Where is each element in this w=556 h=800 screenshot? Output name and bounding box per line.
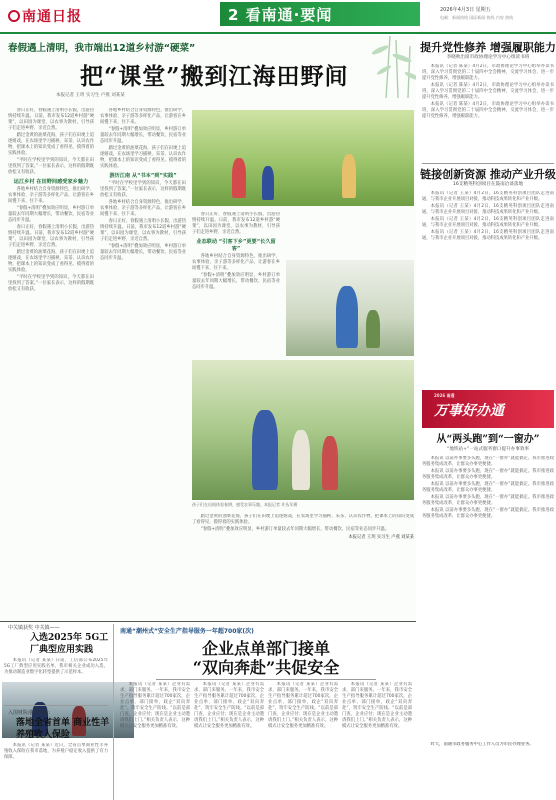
paragraph: 本报讯（记者 某某）企业有需求，部门来服务。一年来，我市安全生产指导服务累计超过700家次，企业点单、部门接单，政企“双向奔赴”，筑牢安全生产防线。“以前是部门查、企业应付；现在是企业主动邀请我们上门。”相关负责人表示，这种模式让安全服务更加精准有效。 bbox=[120, 682, 190, 729]
paragraph: 本报讯（记者 王某）4月2日，16支精英科创项目团队走进南通，与我市企业开展项目对接，推动科技成果转化和产业升级。 bbox=[422, 204, 554, 215]
section-divider bbox=[0, 621, 416, 622]
masthead-rule bbox=[0, 32, 556, 34]
paragraph: 本报讯（记者 王某）4月2日，16支精英科创项目团队走进南通，与我市企业开展项目对接，推动科技成果转化和产业升级。 bbox=[422, 230, 554, 241]
person-figure bbox=[336, 286, 358, 348]
lower-column-3 bbox=[268, 682, 338, 800]
main-headline: 把“课堂”搬到江海田野间 bbox=[80, 63, 349, 90]
logo-text: 南通日报 bbox=[22, 9, 82, 25]
paragraph: “春假+清明”叠加效应明显，乡村游订单量较去年同期大幅增长，带动餐饮、民宿等业态同步升温。 bbox=[100, 127, 186, 144]
paragraph: 本报讯（记者 某某）企业有需求，部门来服务。一年来，我市安全生产指导服务累计超过700家次，企业点单、部门接单，政企“双向奔赴”，筑牢安全生产防线。“以前是部门查、企业应付；现在是企业主动邀请我们上门。”相关负责人表示，这种模式让安全服务更加精准有效。 bbox=[194, 682, 264, 729]
banner-title: 万事好办通 bbox=[434, 403, 504, 419]
main-photo-caption: 孩子们在田间体验春耕，感受农事乐趣。本报记者 许丛军摄 bbox=[192, 502, 298, 507]
paragraph: 踏过金黄的油菜花海，孩子们在田埂上追逐嬉戏，在农场里学习插秧、采茶、认识农作物，把课本上的知识变成了看得见、摸得着的实践体验。 bbox=[100, 146, 186, 169]
right-story-2-headline: 链接创新资源 推动产业升级 bbox=[420, 168, 556, 181]
divider bbox=[4, 705, 108, 706]
paragraph: “春假+清明”叠加效应明显，乡村游订单量较去年同期大幅增长，带动餐饮、民宿等业态同步升温。 bbox=[8, 206, 94, 223]
right-story-1-deck: 李晓秋出席市政协理论学习中心组读书班 bbox=[446, 55, 530, 60]
right-story-2-deck: 16支精英科创项目在鼓南洽谈落地 bbox=[452, 182, 524, 187]
paragraph: 本报讯（记者 某某）企业有需求，部门来服务。一年来，我市安全生产指导服务累计超过700家次，企业点单、部门接单，政企“双向奔赴”，筑牢安全生产防线。“以前是部门查、企业应付；现在是企业主动邀请我们上门。”相关负责人表示，这种模式让安全服务更加精准有效。 bbox=[342, 682, 412, 729]
right-story-2-body bbox=[422, 191, 554, 343]
paragraph: “平时在学校里学到的知识，今天都在田里找到了答案。”一位家长表示，这样的假期既放松又有收获。 bbox=[100, 181, 186, 198]
paragraph: 春日正好，春假遇上清明小长假，出游热情持续升温。日前，我市发布12道乡村游“硬菜”，以田园为课堂、以农事为教材，引导孩子们走进乡野、亲近自然。 bbox=[8, 225, 94, 248]
paragraph: 本报讯 以前办事要多头跑，现在“一窗办”就能搞定。我市推进政务服务集成改革，让群众办事更便捷。 bbox=[422, 482, 554, 493]
paragraph: “平时在学校里学到的知识，今天都在田里找到了答案。”一位家长表示，这样的假期既放松又有收获。 bbox=[8, 158, 94, 175]
section-title: 2 看南通·要闻 bbox=[220, 2, 420, 26]
main-byline-sign: 本报记者 王玥 实习生 卢燕 刘某某 bbox=[348, 535, 414, 540]
paragraph: 本报讯（记者 陈某）4月2日，市政协理论学习中心组举办读书班，深入学习贯彻党的二十届四中全会精神，交流学习体会，进一步提升党性修养，增强履职能力。 bbox=[422, 102, 554, 119]
caption-text: 昨天，南通市政务服务中心工作人员为市民办理业务。 bbox=[430, 742, 534, 747]
right-story-3-body bbox=[422, 456, 554, 678]
right-photo-caption bbox=[422, 742, 554, 798]
brief-2-body bbox=[4, 743, 108, 793]
person-figure bbox=[292, 430, 310, 490]
paragraph: 本报讯（记者 陈某）4月2日，市政协理论学习中心组举办读书班，深入学习贯彻党的二十届四中全会精神，交流学习体会，进一步提升党性修养，增强履职能力。 bbox=[422, 83, 554, 100]
main-column-1 bbox=[8, 108, 94, 618]
paragraph: “春假+清明”叠加效应明显，乡村游订单量较去年同期大幅增长，带动餐饮、民宿等业态同步升温。 bbox=[100, 244, 186, 261]
paragraph: “春假+清明”叠加效应明显，乡村游订单量较去年同期大幅增长，带动餐饮、民宿等业态同步升温。 bbox=[200, 527, 390, 532]
paragraph: 踏过金黄的油菜花海，孩子们在田埂上追逐嬉戏，在农场里学习插秧、采茶、认识农作物，把课本上的知识变成了看得见、摸得着的实践体验。 bbox=[8, 133, 94, 156]
lower-kicker: 南通“潮州式”安全生产指导服务一年超700家(次) bbox=[120, 628, 254, 635]
main-byline: 本报记者 王玥 实习生 卢燕 刘某某 bbox=[56, 93, 125, 98]
subhead: 运江乡村 在田野间感受家乡魅力 bbox=[13, 179, 89, 185]
paragraph: 春日正好，春假遇上清明小长假，出游热情持续升温。日前，我市发布12道乡村游“硬菜”，以田园为课堂、以农事为教材，引导孩子们走进乡野、亲近自然。 bbox=[192, 212, 280, 235]
brief-1-kicker: 中关镇获奖 中关镇—— bbox=[8, 625, 60, 631]
issue-date: 2026年4月3日 星期五 bbox=[440, 7, 491, 13]
main-column-4 bbox=[192, 514, 414, 618]
paragraph: 本报讯 以前办事要多头跑，现在“一窗办”就能搞定。我市推进政务服务集成改革，让群众办事更便捷。 bbox=[422, 495, 554, 506]
person-figure bbox=[252, 410, 278, 490]
paragraph: 本报讯（记者 某某）日前，工信部公布2025年5G工厂典型应用实践名单，我市相关企业成功入选，为推动制造业数字化转型提供了示范样本。 bbox=[4, 658, 108, 675]
divider bbox=[156, 679, 376, 680]
main-column-2 bbox=[100, 108, 186, 618]
paragraph: 各地乡村结合自身资源特色，推出研学、农事体验、亲子游等多样化产品，让游客在乡间慢下来、住下来。 bbox=[192, 254, 280, 271]
brief-column bbox=[0, 624, 112, 800]
right-story-3-headline: 从“两头跑”到“一窗办” bbox=[436, 434, 540, 445]
main-column-3 bbox=[192, 212, 280, 358]
paragraph: 本报讯 以前办事要多头跑，现在“一窗办”就能搞定。我市推进政务服务集成改革，让群众办事更便捷。 bbox=[422, 508, 554, 519]
right-story-3-deck: “地铁站+”一站式服务窗口提升办事效率 bbox=[446, 447, 530, 452]
paragraph: 本报讯（记者 某某）近日，全省首单商业性羊养殖收入保险在我市落地，为养殖户稳定收入提供了有力保障。 bbox=[4, 743, 108, 760]
paragraph: 本报讯（记者 某某）企业有需求，部门来服务。一年来，我市安全生产指导服务累计超过700家次，企业点单、部门接单，政企“双向奔赴”，筑牢安全生产防线。“以前是部门查、企业应付；现在是企业主动邀请我们上门。”相关负责人表示，这种模式让安全服务更加精准有效。 bbox=[268, 682, 338, 729]
lower-column-2 bbox=[194, 682, 264, 800]
brief-2-kicker: 入围财险港口企业： bbox=[8, 710, 54, 716]
paragraph: 各地乡村结合自身资源特色，推出研学、农事体验、亲子游等多样化产品，让游客在乡间慢下来、住下来。 bbox=[8, 187, 94, 204]
photo-tea-picking bbox=[286, 260, 414, 356]
banner-tag: 2026 南通 bbox=[434, 393, 455, 398]
main-kicker: 春假遇上清明，我市端出12道乡村游“硬菜” bbox=[8, 43, 196, 54]
person-figure bbox=[342, 154, 356, 198]
paragraph: “平时在学校里学到的知识，今天都在田里找到了答案。”一位家长表示，这样的假期既放松又有收获。 bbox=[8, 275, 94, 292]
paragraph: 踏过金黄的油菜花海，孩子们在田埂上追逐嬉戏，在农场里学习插秧、采茶、认识农作物，把课本上的知识变成了看得见、摸得着的实践体验。 bbox=[192, 514, 414, 525]
paragraph: 春日正好，春假遇上清明小长假，出游热情持续升温。日前，我市发布12道乡村游“硬菜”，以田园为课堂、以农事为教材，引导孩子们走进乡野、亲近自然。 bbox=[100, 219, 186, 242]
paragraph: 各地乡村结合自身资源特色，推出研学、农事体验、亲子游等多样化产品，让游客在乡间慢下来、住下来。 bbox=[100, 200, 186, 217]
paragraph: 本报讯 以前办事要多头跑，现在“一窗办”就能搞定。我市推进政务服务集成改革，让群众办事更便捷。 bbox=[422, 469, 554, 480]
lower-headline-2: “双向奔赴”共促安全 bbox=[192, 658, 340, 677]
paragraph: 本报讯（记者 王某）4月2日，16支精英科创项目团队走进南通，与我市企业开展项目对接，推动科技成果转化和产业升级。 bbox=[422, 217, 554, 228]
divider bbox=[422, 163, 554, 164]
subhead: 游历江南 从“书本”到“实践” bbox=[109, 173, 177, 179]
paragraph: “春假+清明”叠加效应明显，乡村游订单量较去年同期大幅增长，带动餐饮、民宿等业态同步升温。 bbox=[192, 273, 280, 290]
lower-column-4 bbox=[342, 682, 412, 800]
feature-banner bbox=[422, 390, 554, 428]
right-story-1-headline: 提升党性修养 增强履职能力 bbox=[420, 41, 556, 54]
masthead bbox=[0, 0, 556, 36]
photo-children-in-field bbox=[192, 360, 414, 500]
person-figure bbox=[262, 166, 274, 200]
lower-headline-1: 企业点单部门接单 bbox=[201, 639, 330, 658]
paragraph: 踏过金黄的油菜花海，孩子们在田埂上追逐嬉戏，在农场里学习插秧、采茶、认识农作物，把课本上的知识变成了看得见、摸得着的实践体验。 bbox=[8, 250, 94, 273]
paragraph: 本报讯（记者 王某）4月2日，16支精英科创项目团队走进南通，与我市企业开展项目对接，推动科技成果转化和产业升级。 bbox=[422, 191, 554, 202]
person-figure bbox=[232, 158, 246, 198]
lower-body bbox=[116, 682, 416, 800]
lower-column-1 bbox=[120, 682, 190, 800]
lower-story bbox=[116, 624, 416, 800]
right-story-1-body bbox=[422, 64, 554, 160]
paragraph: 本报讯（记者 陈某）4月2日，市政协理论学习中心组举办读书班，深入学习贯彻党的二十届四中全会精神，交流学习体会，进一步提升党性修养，增强履职能力。 bbox=[422, 64, 554, 81]
masthead-links: 电邮：新闻热线 国际新闻 热线 内容 热线 bbox=[440, 15, 514, 20]
newspaper-logo bbox=[8, 6, 82, 26]
paragraph: 春日正好，春假遇上清明小长假，出游热情持续升温。日前，我市发布12道乡村游“硬菜”，以田园为课堂、以农事为教材，引导孩子们走进乡野、亲近自然。 bbox=[8, 108, 94, 131]
paragraph: 各地乡村结合自身资源特色，推出研学、农事体验、亲子游等多样化产品，让游客在乡间慢下来、住下来。 bbox=[100, 108, 186, 125]
right-story-3 bbox=[420, 432, 556, 678]
seal-icon bbox=[8, 10, 20, 22]
photo-rapeseed-field bbox=[192, 110, 414, 206]
brief-1-body bbox=[4, 658, 108, 702]
brief-1-headline: 入选2025年 5G工厂典型应用实践 bbox=[30, 633, 109, 655]
subhead: 业态联动 “引客下乡”更要“长久留客” bbox=[196, 239, 276, 252]
person-figure bbox=[322, 436, 338, 490]
brief-2-headline: 落地全省首单 商业性羊养殖收入保险 bbox=[16, 718, 110, 740]
person-figure bbox=[366, 310, 380, 348]
paragraph: 本报讯 以前办事要多头跑，现在“一窗办”就能搞定。我市推进政务服务集成改革，让群众办事更便捷。 bbox=[422, 456, 554, 467]
column-divider bbox=[113, 624, 114, 800]
